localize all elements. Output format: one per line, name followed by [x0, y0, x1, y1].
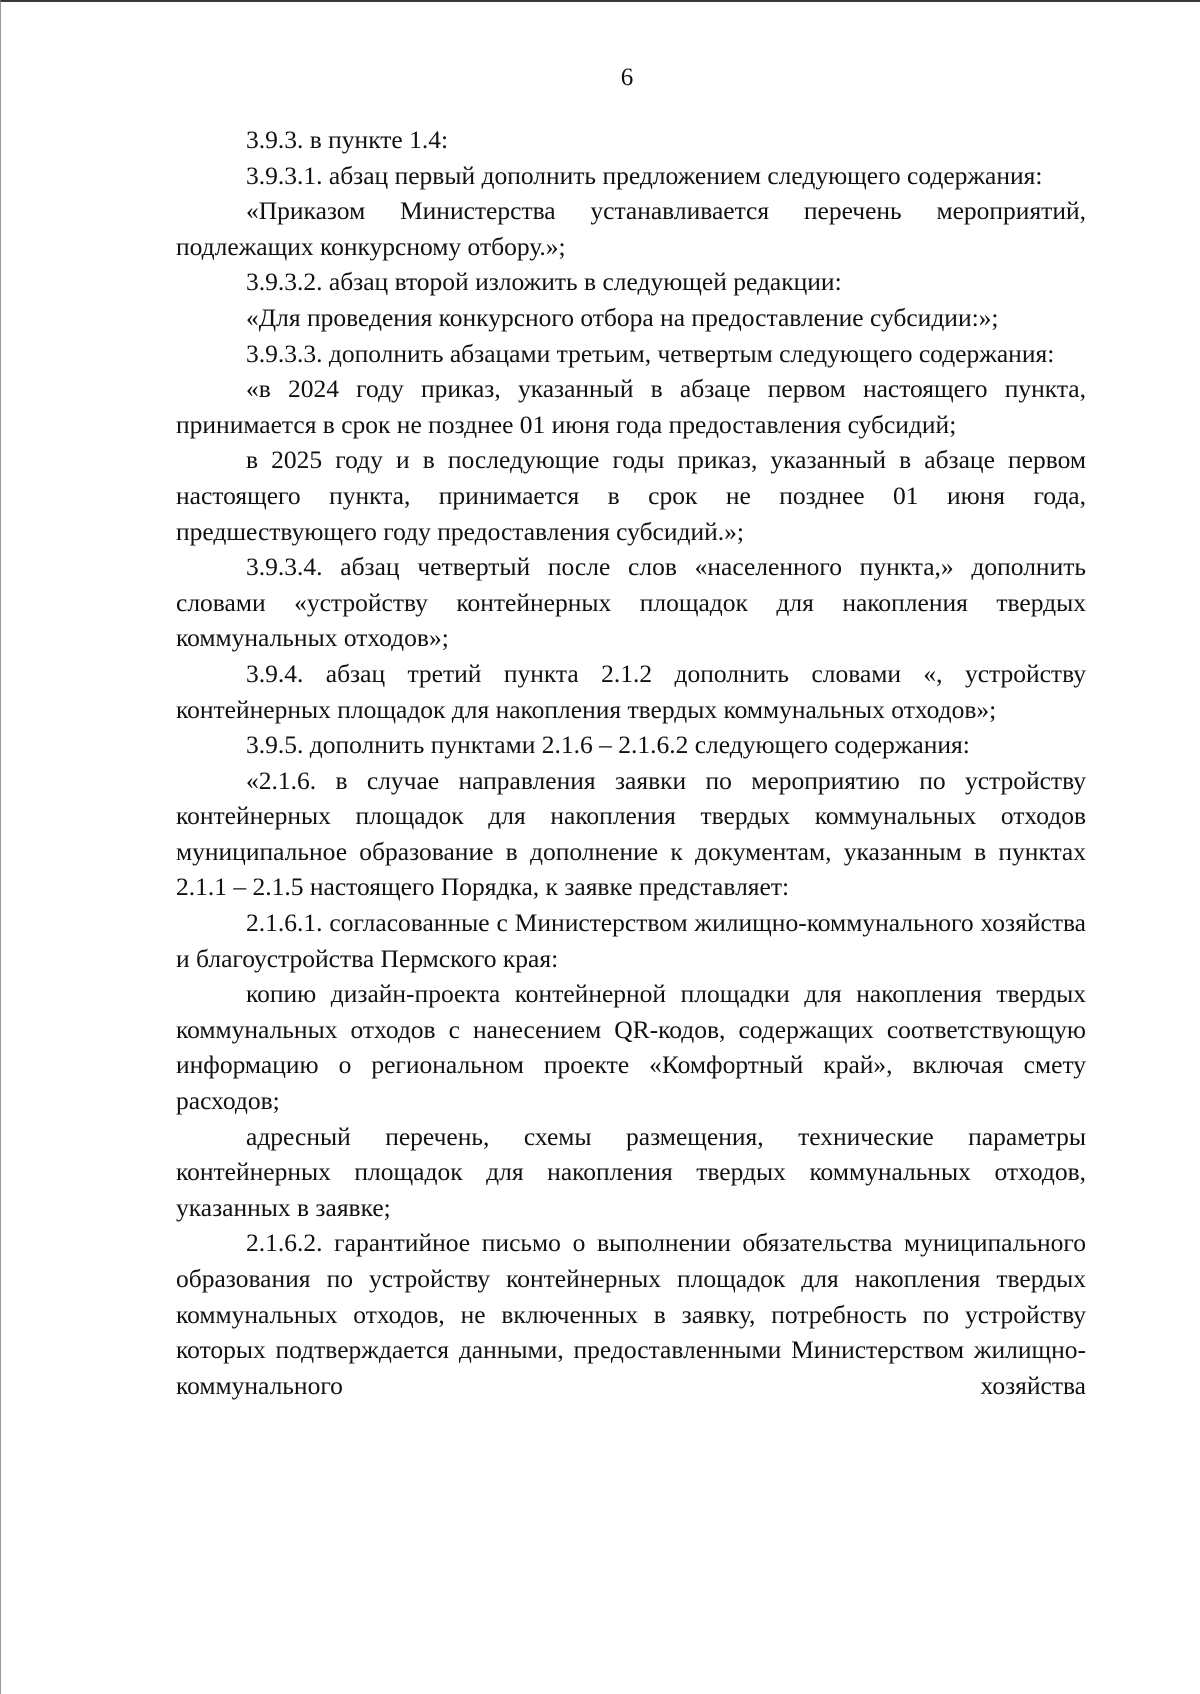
- paragraph-quote-konkurs: «Для проведения конкурсного отбора на предоставление субсидии:»;: [246, 302, 999, 332]
- document-body: [176, 122, 1086, 1403]
- paragraph-3-9-3: 3.9.3. в пункте 1.4:: [246, 125, 449, 154]
- paragraph-2-1-6: «2.1.6. в случае направления заявки по мероприятию по устройству контейнерных площадок для накопления твердых коммунальных отходов муниципальное образование в дополнение к документам, указанным в пунктах 2.1.1 – 2.1.5 настоящего Порядка, к заявке представляет:: [176, 765, 1086, 902]
- paragraph-3-9-3-1: 3.9.3.1. абзац первый дополнить предложением следующего содержания:: [246, 160, 1043, 190]
- paragraph-quote-prikaz: «Приказом Министерства устанавливается перечень мероприятий, подлежащих конкурсному отбору.»;: [176, 196, 1086, 261]
- paragraph-2025: в 2025 году и в последующие годы приказ, указанный в абзаце первом настоящего пункта, принимается в срок не позднее 01 июня года, предшествующего году предоставления субсидий.»;: [176, 445, 1086, 546]
- paragraph-2-1-6-1: 2.1.6.1. согласованные с Министерством жилищно-коммунального хозяйства и благоустройства Пермского края:: [176, 908, 1086, 973]
- paragraph-3-9-5: 3.9.5. дополнить пунктами 2.1.6 – 2.1.6.2 следующего содержания:: [246, 730, 970, 760]
- paragraph-3-9-4: 3.9.4. абзац третий пункта 2.1.2 дополнить словами «, устройству контейнерных площадок для накопления твердых коммунальных отходов»;: [176, 658, 1086, 724]
- paragraph-design-project: копию дизайн-проекта контейнерной площадки для накопления твердых коммунальных отходов с нанесением QR-кодов, содержащих соответствующую информацию о региональном проекте «Комфортный край», включая смету расходов;: [176, 979, 1086, 1116]
- paragraph-quote-2024: «в 2024 году приказ, указанный в абзаце первом настоящего пункта, принимается в срок не позднее 01 июня года предоставления субсидий;: [176, 374, 1086, 439]
- page-number: 6: [620, 64, 634, 91]
- paragraph-address-list: адресный перечень, схемы размещения, технические параметры контейнерных площадок для накопления твердых коммунальных отходов, указанных в заявке;: [176, 1121, 1086, 1222]
- paragraph-3-9-3-3: 3.9.3.3. дополнить абзацами третьим, четвертым следующего содержания:: [246, 338, 1055, 368]
- paragraph-3-9-3-4: 3.9.3.4. абзац четвертый после слов «населенного пункта,» дополнить словами «устройству контейнерных площадок для накопления твердых коммунальных отходов»;: [176, 552, 1086, 653]
- paragraph-3-9-3-2: 3.9.3.2. абзац второй изложить в следующей редакции:: [246, 267, 842, 297]
- paragraph-2-1-6-2: 2.1.6.2. гарантийное письмо о выполнении обязательства муниципального образования по устройству контейнерных площадок для накопления твердых коммунальных отходов, не включенных в заявку, потребность по устройству которых подтверждается данными, предоставленными Министерством жилищно-коммунального хозяйства: [176, 1228, 1086, 1400]
